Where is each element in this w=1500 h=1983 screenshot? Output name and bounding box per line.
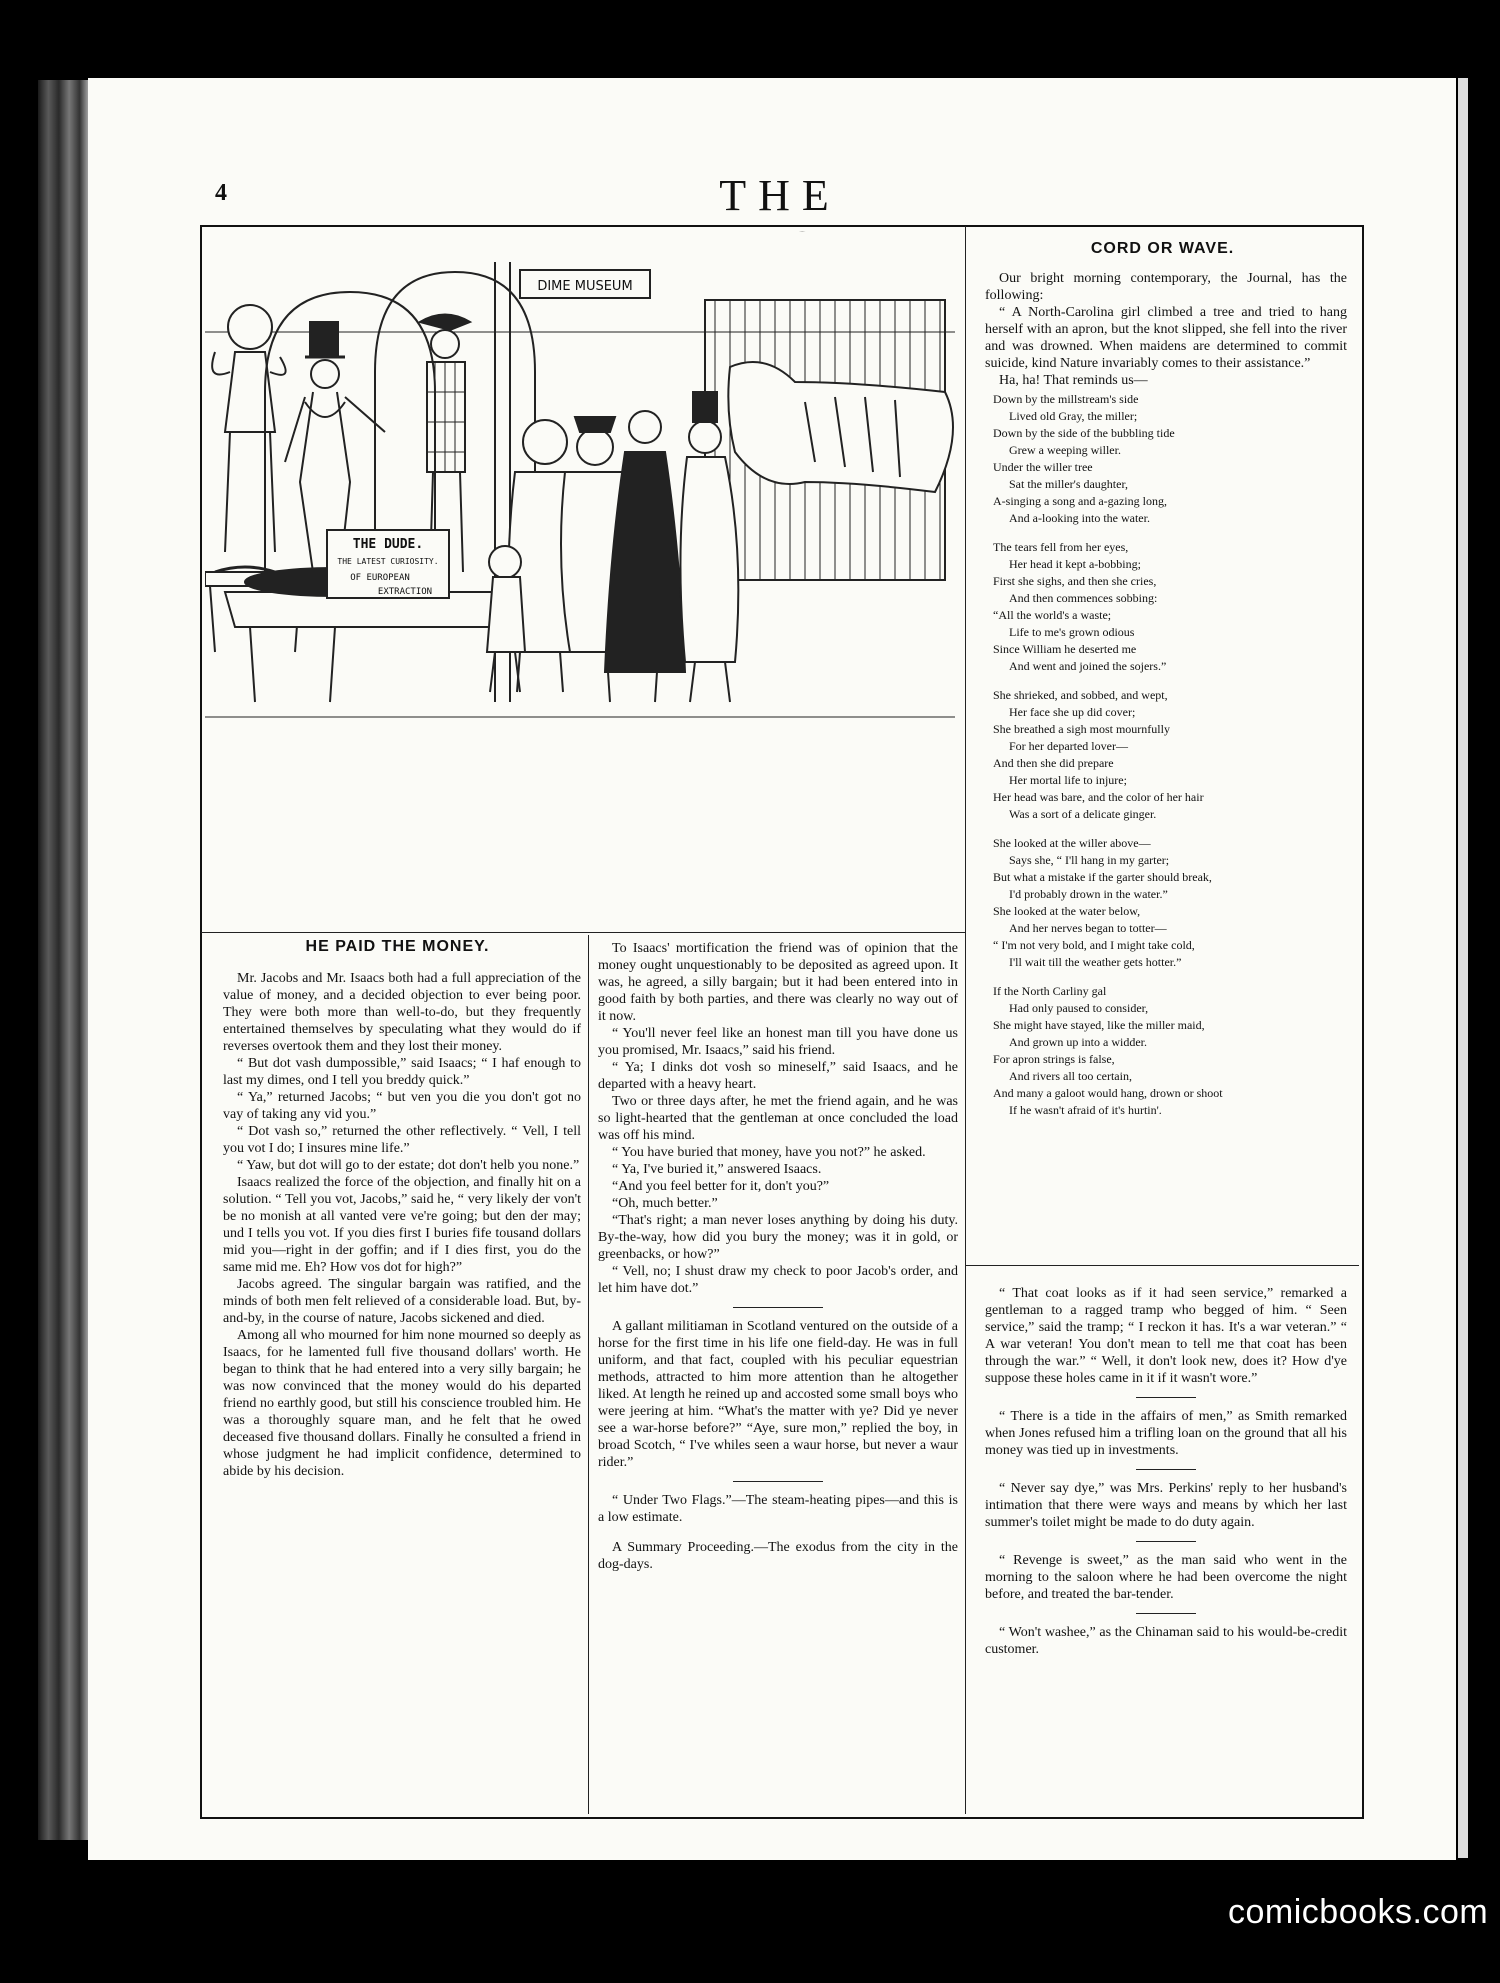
poem-line: She looked at the water below, [993,904,1141,918]
page-edge [1458,78,1468,1858]
story2-column [985,270,1347,1131]
paragraph: “Oh, much better.” [612,1196,718,1211]
poem-line: For her departed lover— [1009,739,1128,753]
poem-line: Her mortal life to injure; [1009,773,1127,787]
two-flags-item: “ Under Two Flags.”—The steam-heating pipes—and this is a low estimate. [598,1493,958,1525]
poem-line: I'd probably drown in the water.” [1009,887,1168,901]
poem-line: Was a sort of a delicate ginger. [1009,807,1157,821]
poem-line: For apron strings is false, [993,1052,1115,1066]
poem-line: And many a galoot would hang, drown or shoot [993,1086,1223,1100]
poem-line: Down by the side of the bubbling tide [993,426,1175,440]
paragraph: “ Ya; I dinks dot vosh so mineself,” said Isaacs, and he departed with a heavy heart. [598,1060,958,1092]
poem-line: And then she did prepare [993,756,1114,770]
short-item: “ Never say dye,” was Mrs. Perkins' reply to her husband's intimation that there were ways and means by which her last summer's toilet might be made to do duty again. [985,1481,1347,1530]
paragraph: “ Yaw, but dot will go to der estate; dot don't helb you none.” [237,1158,580,1173]
story2-quote: “ A North-Carolina girl climbed a tree and tried to hang herself with an apron, but the knot slipped, she fell into the river and was drowned. When maidens are determined to commit suicide, kind Nature invariably comes to their assistance.” [985,305,1347,371]
site-watermark: comicbooks.com [1228,1893,1489,1931]
divider [733,1307,823,1308]
divider [1136,1541,1196,1542]
poem-line: And rivers all too certain, [1009,1069,1132,1083]
placard-line-4: EXTRACTION [377,587,433,597]
paragraph: “That's right; a man never loses anything by doing his duty. By-the-way, how did you bury the money; was it in gold, or greenbacks, or how?” [598,1213,958,1262]
story1-column-1 [223,970,581,1480]
page-number: 4 [215,180,227,206]
poem-line: Her head it kept a-bobbing; [1009,557,1141,571]
masthead: THE [719,171,841,220]
book-binding [38,80,90,1840]
short-item: “ Won't washee,” as the Chinaman said to his would-be-credit customer. [985,1625,1347,1657]
short-item: “ Revenge is sweet,” as the man said who went in the morning to the saloon where he had been overcome the night before, and treated the bar-tender. [985,1553,1347,1602]
poem-line: “All the world's a waste; [993,608,1112,622]
placard-line-1: THE DUDE. [352,537,424,552]
paragraph: “And you feel better for it, don't you?” [612,1179,830,1194]
poem-line: Down by the millstream's side [993,392,1139,406]
story1-title: HE PAID THE MONEY. [305,938,490,955]
poem-line: A-singing a song and a-gazing long, [993,494,1167,508]
poem-line: And a-looking into the water. [1009,511,1150,525]
column-rule-right [965,226,966,1814]
short-items-column [985,1285,1347,1658]
museum-sign-text: DIME MUSEUM [537,279,633,294]
paragraph: “ You'll never feel like an honest man till you have done us you promised, Mr. Isaacs,” said his friend. [598,1026,958,1058]
cartoon-illustration [205,232,955,930]
poem-line: And then commences sobbing: [1009,591,1158,605]
divider [1136,1469,1196,1470]
poem-line: And went and joined the sojers.” [1009,659,1167,673]
summary-item: A Summary Proceeding.—The exodus from the city in the dog-days. [598,1540,958,1572]
story2-title: CORD OR WAVE. [1090,240,1235,257]
poem-line: She breathed a sigh most mournfully [993,722,1170,736]
paragraph: “ Dot vash so,” returned the other reflectively. “ Vell, I tell you vot I do; I insures mine life.” [223,1124,581,1156]
paragraph: Isaacs realized the force of the objection, and finally hit on a solution. “ Tell you vot, Jacobs,” said he, “ very likely der von't be no monish at all vanted vere ve're going; but den der may; und I tells you vot. If you dies first I buries fife tousand dollars mid you—right in der goffin; and if I dies first, you do the same mid me. Eh? How vos dot for high?” [223,1175,581,1275]
paragraph: Among all who mourned for him none mourned so deeply as Isaacs, for he lamented full five thousand dollars' worth. He began to think that he had entered into a very silly bargain; he was now convinced that the money would do his departed friend no earthly good, but still his conscience troubled him. He was a thoroughly square man, and he felt that he owed deceased five thousand dollars. Finally he consulted a friend in whose judgment he had implicit confidence, determined to abide by his decision. [223,1328,581,1479]
placard-line-3: OF EUROPEAN [350,573,410,583]
paragraph: Mr. Jacobs and Mr. Isaacs both had a full appreciation of the value of money, and a decided objection to ever being poor. They were both more than well-to-do, but they frequently entertained themselves by speculating what they would do if reverses overtook them and they lost their money. [223,971,581,1054]
poem [985,391,1347,1119]
poem-stanza [985,539,1347,675]
story2-haha: Ha, ha! That reminds us— [999,373,1148,388]
story2-bottom-rule [966,1265,1359,1266]
story1-column-2 [598,940,958,1573]
poem-line: But what a mistake if the garter should break, [993,870,1212,884]
poem-line: Lived old Gray, the miller; [1009,409,1138,423]
paragraph: “ But dot vash dumpossible,” said Isaacs; “ I haf enough to last my dimes, ond I tell you breddy quick.” [223,1056,581,1088]
dime-museum-cartoon [205,232,955,930]
poem-line: If the North Carliny gal [993,984,1107,998]
poem-line: Since William he deserted me [993,642,1137,656]
column-rule-middle [588,935,589,1814]
poem-line: First she sighs, and then she cries, [993,574,1157,588]
story2-intro: Our bright morning contemporary, the Journal, has the following: [985,271,1347,303]
poem-line: She looked at the willer above— [993,836,1151,850]
poem-line: Says she, “ I'll hang in my garter; [1009,853,1170,867]
poem-line: Had only paused to consider, [1009,1001,1149,1015]
paragraph: “ Ya,” returned Jacobs; “ but ven you die you don't got no vay of taking any vid you.” [223,1090,581,1122]
paragraph: “ Vell, no; I shust draw my check to poor Jacob's order, and let him have dot.” [598,1264,958,1296]
paragraph: Jacobs agreed. The singular bargain was ratified, and the minds of both men felt relieved of a considerable load. But, by-and-by, in the course of nature, Jacobs sickened and died. [223,1277,581,1326]
poem-stanza [985,983,1347,1119]
poem-line: She shrieked, and sobbed, and wept, [993,688,1168,702]
divider [1136,1397,1196,1398]
poem-line: Life to me's grown odious [1009,625,1135,639]
crowd-group [487,392,738,702]
poem-line: Under the willer tree [993,460,1093,474]
divider [733,1481,823,1482]
paragraph: To Isaacs' mortification the friend was of opinion that the money ought unquestionably to be deposited as agreed upon. It was, he agreed, a silly bargain; but it had been entered into in good faith by both parties, and there was clearly no way out of it now. [598,941,958,1024]
poem-line: And grown up into a widder. [1009,1035,1147,1049]
placard-line-2: THE LATEST CURIOSITY. [337,557,439,566]
poem-line: And her nerves began to totter— [1009,921,1167,935]
divider [1136,1613,1196,1614]
militiaman-item: A gallant militiaman in Scotland ventured on the outside of a horse for the first time in his life one field-day. He was in full uniform, and that fact, coupled with his peculiar equestrian methods, attracted to him more attention than he altogether liked. At length he reined up and accosted some small boys who were jeering at him. “What's the matter with ye? Did ye never see a war-horse before?” “Aye, sure mon,” replied the boy, in broad Scotch, “ I've whiles seen a waur horse, but never a waur rider.” [598,1319,958,1470]
poem-line: I'll wait till the weather gets hotter.” [1009,955,1182,969]
paragraph: Two or three days after, he met the friend again, and he was so light-hearted that the gentleman at once concluded the load was off his mind. [598,1094,958,1143]
poem-line: Her head was bare, and the color of her hair [993,790,1204,804]
short-item: “ There is a tide in the affairs of men,” as Smith remarked when Jones refused him a trifling loan on the ground that all his money was tied up in investments. [985,1409,1347,1458]
monkey-figure [212,305,285,572]
paragraph: “ Ya, I've buried it,” answered Isaacs. [612,1162,822,1177]
poem-line: She might have stayed, like the miller maid, [993,1018,1205,1032]
poem-line: Her face she up did cover; [1009,705,1136,719]
poem-line: “ I'm not very bold, and I might take cold, [993,938,1195,952]
cartoon-bottom-rule [201,932,965,933]
paragraph: “ You have buried that money, have you not?” he asked. [612,1145,926,1160]
poem-stanza [985,835,1347,971]
poem-stanza [985,391,1347,527]
poem-line: The tears fell from her eyes, [993,540,1129,554]
short-item: “ That coat looks as if it had seen service,” remarked a gentleman to a ragged tramp who begged of him. “ Seen service,” said the tramp; “ I reckon it has. It's a war veteran.” “ A war veteran! You don't mean to tell me that coat has been through the war.” “ Well, it don't look new, does it? How d'ye suppose these holes came in it if it wasn't wore.” [985,1286,1347,1386]
poem-stanza [985,687,1347,823]
poem-line: Sat the miller's daughter, [1009,477,1128,491]
poem-line: If he wasn't afraid of it's hurtin'. [1009,1103,1162,1117]
poem-line: Grew a weeping willer. [1009,443,1121,457]
